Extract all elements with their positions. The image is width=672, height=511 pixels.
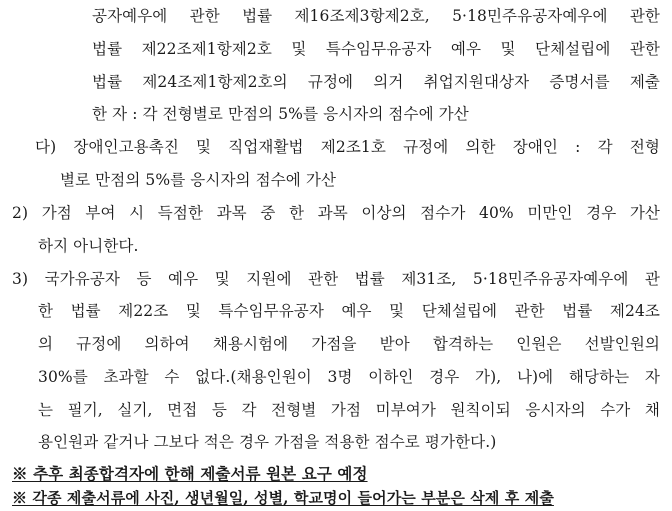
text-line-3: 법률 제24조제1항제2호의 규정에 의거 취업지원대상자 증명서를 제출 [92,73,660,91]
text-line-6: 별로 만점의 5%를 응시자의 점수에 가산 [60,171,337,189]
text-line-1: 공자예우에 관한 법률 제16조제3항제2호, 5·18민주유공자예우에 관한 [92,7,660,25]
text-line-13: 는 필기, 실기, 면접 등 각 전형별 가점 미부여가 원칙이되 응시자의 수가 채 [38,401,660,419]
note-redact-personal-info: ※ 각종 제출서류에 사진, 생년월일, 성별, 학교명이 들어가는 부분은 삭제 후 제출 [12,489,554,507]
list-item-2: 2) 가점 부여 시 득점한 과목 중 한 과목 이상의 점수가 40% 미만인 경우 가산 [12,204,660,222]
list-item-3: 3) 국가유공자 등 예우 및 지원에 관한 법률 제31조, 5·18민주유공자예우에 관 [12,270,660,288]
text-line-14: 용인원과 같거나 그보다 적은 경우 가점을 적용한 점수로 평가한다.) [38,433,497,451]
text-line-4: 한 자 : 각 전형별로 만점의 5%를 응시자의 점수에 가산 [92,105,469,123]
text-line-2: 법률 제22조제1항제2호 및 특수임무유공자 예우 및 단체설립에 관한 [92,40,660,58]
text-line-8: 하지 아니한다. [38,237,139,255]
text-line-10: 한 법률 제22조 및 특수임무유공자 예우 및 단체설립에 관한 법률 제24조 [38,302,660,320]
text-line-12: 30%를 초과할 수 없다.(채용인원이 3명 이하인 경우 가), 나)에 해당하는 자 [38,368,660,386]
list-item-da: 다) 장애인고용촉진 및 직업재활법 제2조1호 규정에 의한 장애인 : 각 전형 [35,138,660,156]
text-line-11: 의 규정에 의하여 채용시험에 가점을 받아 합격하는 인원은 선발인원의 [38,335,660,353]
note-original-documents: ※ 추후 최종합격자에 한해 제출서류 원본 요구 예정 [12,464,368,483]
